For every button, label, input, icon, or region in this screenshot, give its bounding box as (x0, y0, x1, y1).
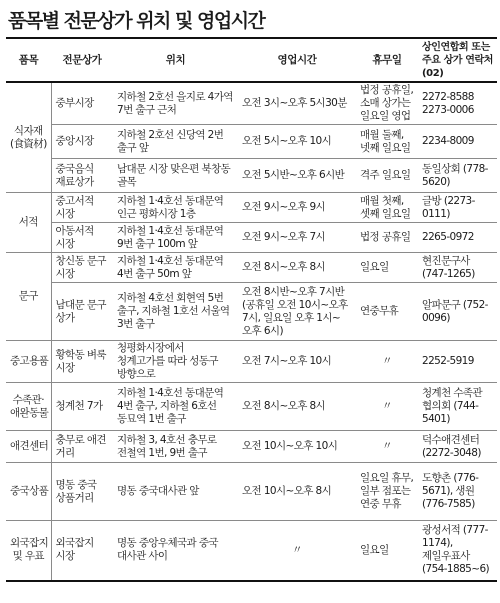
contact-cell: 도향촌 (776-5671), 생원 (776-7585) (418, 463, 497, 521)
table-row (6, 253, 497, 283)
store-cell: 외국잡지 시장 (51, 521, 113, 581)
table-row (6, 193, 497, 223)
location-cell: 지하철 1·4호선 동대문역 인근 평화시장 1층 (113, 193, 238, 223)
header-row (6, 38, 497, 82)
hours-cell: 오전 9시~오후 9시 (238, 193, 356, 223)
closed-cell: 매월 둘째, 넷째 일요일 (356, 125, 418, 159)
contact-cell: 2272-8588 2273-0006 (418, 82, 497, 125)
location-cell: 지하철 1·4호선 동대문역 4번 출구 50m 앞 (113, 253, 238, 283)
hours-cell: 오전 7시~오후 10시 (238, 341, 356, 383)
store-cell: 중부시장 (51, 82, 113, 125)
category-cell: 중고용품 (6, 341, 51, 383)
table-row (6, 82, 497, 125)
table-row (6, 283, 497, 341)
contact-cell: 글방 (2273-0111) (418, 193, 497, 223)
hours-cell: 오전 3시~오후 5시30분 (238, 82, 356, 125)
location-cell: 지하철 4호선 회현역 5번 출구, 지하철 1호선 서울역 3번 출구 (113, 283, 238, 341)
closed-cell: 〃 (356, 341, 418, 383)
page-title: 품목별 전문상가 위치 및 영업시간 (8, 10, 265, 32)
header-closed: 휴무일 (356, 38, 418, 82)
contact-cell: 청계천 수족관 협의회 (744-5401) (418, 383, 497, 431)
contact-cell: 알파문구 (752-0096) (418, 283, 497, 341)
location-cell: 지하철 3, 4호선 충무로 전철역 1번, 9번 출구 (113, 431, 238, 463)
location-cell: 지하철 1·4호선 동대문역 9번 출구 100m 앞 (113, 223, 238, 253)
contact-cell: 2252-5919 (418, 341, 497, 383)
store-cell: 중앙시장 (51, 125, 113, 159)
category-cell: 외국잡지 및 우표 (6, 521, 51, 581)
hours-cell: 오전 5시반~오후 6시반 (238, 159, 356, 193)
contact-cell: 덕수애견센터 (2272-3048) (418, 431, 497, 463)
hours-cell: 오전 8시~오후 8시 (238, 383, 356, 431)
store-cell: 남대문 문구 상가 (51, 283, 113, 341)
hours-cell: 오전 8시반~오후 7시반 (공휴일 오전 10시~오후 7시, 일요일 오후 1시~오후 6시) (238, 283, 356, 341)
closed-cell: 〃 (356, 431, 418, 463)
location-cell: 지하철 2호선 을지로 4가역 7번 출구 근처 (113, 82, 238, 125)
location-cell: 지하철 2호선 신당역 2번 출구 앞 (113, 125, 238, 159)
hours-cell: 오전 10시~오후 10시 (238, 431, 356, 463)
store-cell: 중국음식 재료상가 (51, 159, 113, 193)
store-cell: 창신동 문구 시장 (51, 253, 113, 283)
closed-cell: 연중무휴 (356, 283, 418, 341)
hours-cell: 오전 9시~오후 7시 (238, 223, 356, 253)
store-cell: 충무로 애견 거리 (51, 431, 113, 463)
closed-cell: 〃 (356, 383, 418, 431)
hours-cell: 오전 10시~오후 8시 (238, 463, 356, 521)
store-cell: 중고서적 시장 (51, 193, 113, 223)
closed-cell: 법정 공휴일 (356, 223, 418, 253)
table-row (6, 431, 497, 463)
hours-cell: 〃 (238, 521, 356, 581)
table-row (6, 125, 497, 159)
table-row (6, 383, 497, 431)
contact-cell: 동일상회 (778-5620) (418, 159, 497, 193)
header-hours: 영업시간 (238, 38, 356, 82)
closed-cell: 일요일 휴무, 일부 점포는 연중 무휴 (356, 463, 418, 521)
category-cell: 문구 (6, 253, 51, 341)
category-cell: 중국상품 (6, 463, 51, 521)
contact-cell: 광성서적 (777-1174), 제일우표사 (754-1885~6) (418, 521, 497, 581)
category-cell: 수족관·애완동물 (6, 383, 51, 431)
header-location: 위치 (113, 38, 238, 82)
store-cell: 청계천 7가 (51, 383, 113, 431)
header-item: 품목 (6, 38, 51, 82)
store-cell: 명동 중국 상품거리 (51, 463, 113, 521)
store-cell: 황학동 벼룩 시장 (51, 341, 113, 383)
location-cell: 남대문 시장 맞은편 북창동 골목 (113, 159, 238, 193)
header-store: 전문상가 (51, 38, 113, 82)
closed-cell: 매월 첫째, 셋째 일요일 (356, 193, 418, 223)
hours-cell: 오전 5시~오후 10시 (238, 125, 356, 159)
location-cell: 명동 중국대사관 앞 (113, 463, 238, 521)
table-row (6, 159, 497, 193)
table-row (6, 463, 497, 521)
closed-cell: 격주 일요일 (356, 159, 418, 193)
category-cell: 애견센터 (6, 431, 51, 463)
hours-cell: 오전 8시~오후 8시 (238, 253, 356, 283)
store-table (6, 37, 497, 582)
table-row (6, 521, 497, 581)
category-cell: 식자재(食資材) (6, 82, 51, 193)
location-cell: 청평화시장에서 청계고가를 따라 성동구 방향으로 (113, 341, 238, 383)
store-cell: 아동서적 시장 (51, 223, 113, 253)
closed-cell: 법정 공휴일, 소매 상가는 일요일 영업 (356, 82, 418, 125)
contact-cell: 2234-8009 (418, 125, 497, 159)
contact-cell: 현진문구사 (747-1265) (418, 253, 497, 283)
location-cell: 지하철 1·4호선 동대문역 4번 출구, 지하철 6호선 동묘역 1번 출구 (113, 383, 238, 431)
contact-cell: 2265-0972 (418, 223, 497, 253)
header-contact: 상인연합회 또는 주요 상가 연락처(02) (418, 38, 497, 82)
table-row (6, 341, 497, 383)
closed-cell: 일요일 (356, 521, 418, 581)
category-cell: 서적 (6, 193, 51, 253)
closed-cell: 일요일 (356, 253, 418, 283)
table-row (6, 223, 497, 253)
location-cell: 명동 중앙우체국과 중국 대사관 사이 (113, 521, 238, 581)
